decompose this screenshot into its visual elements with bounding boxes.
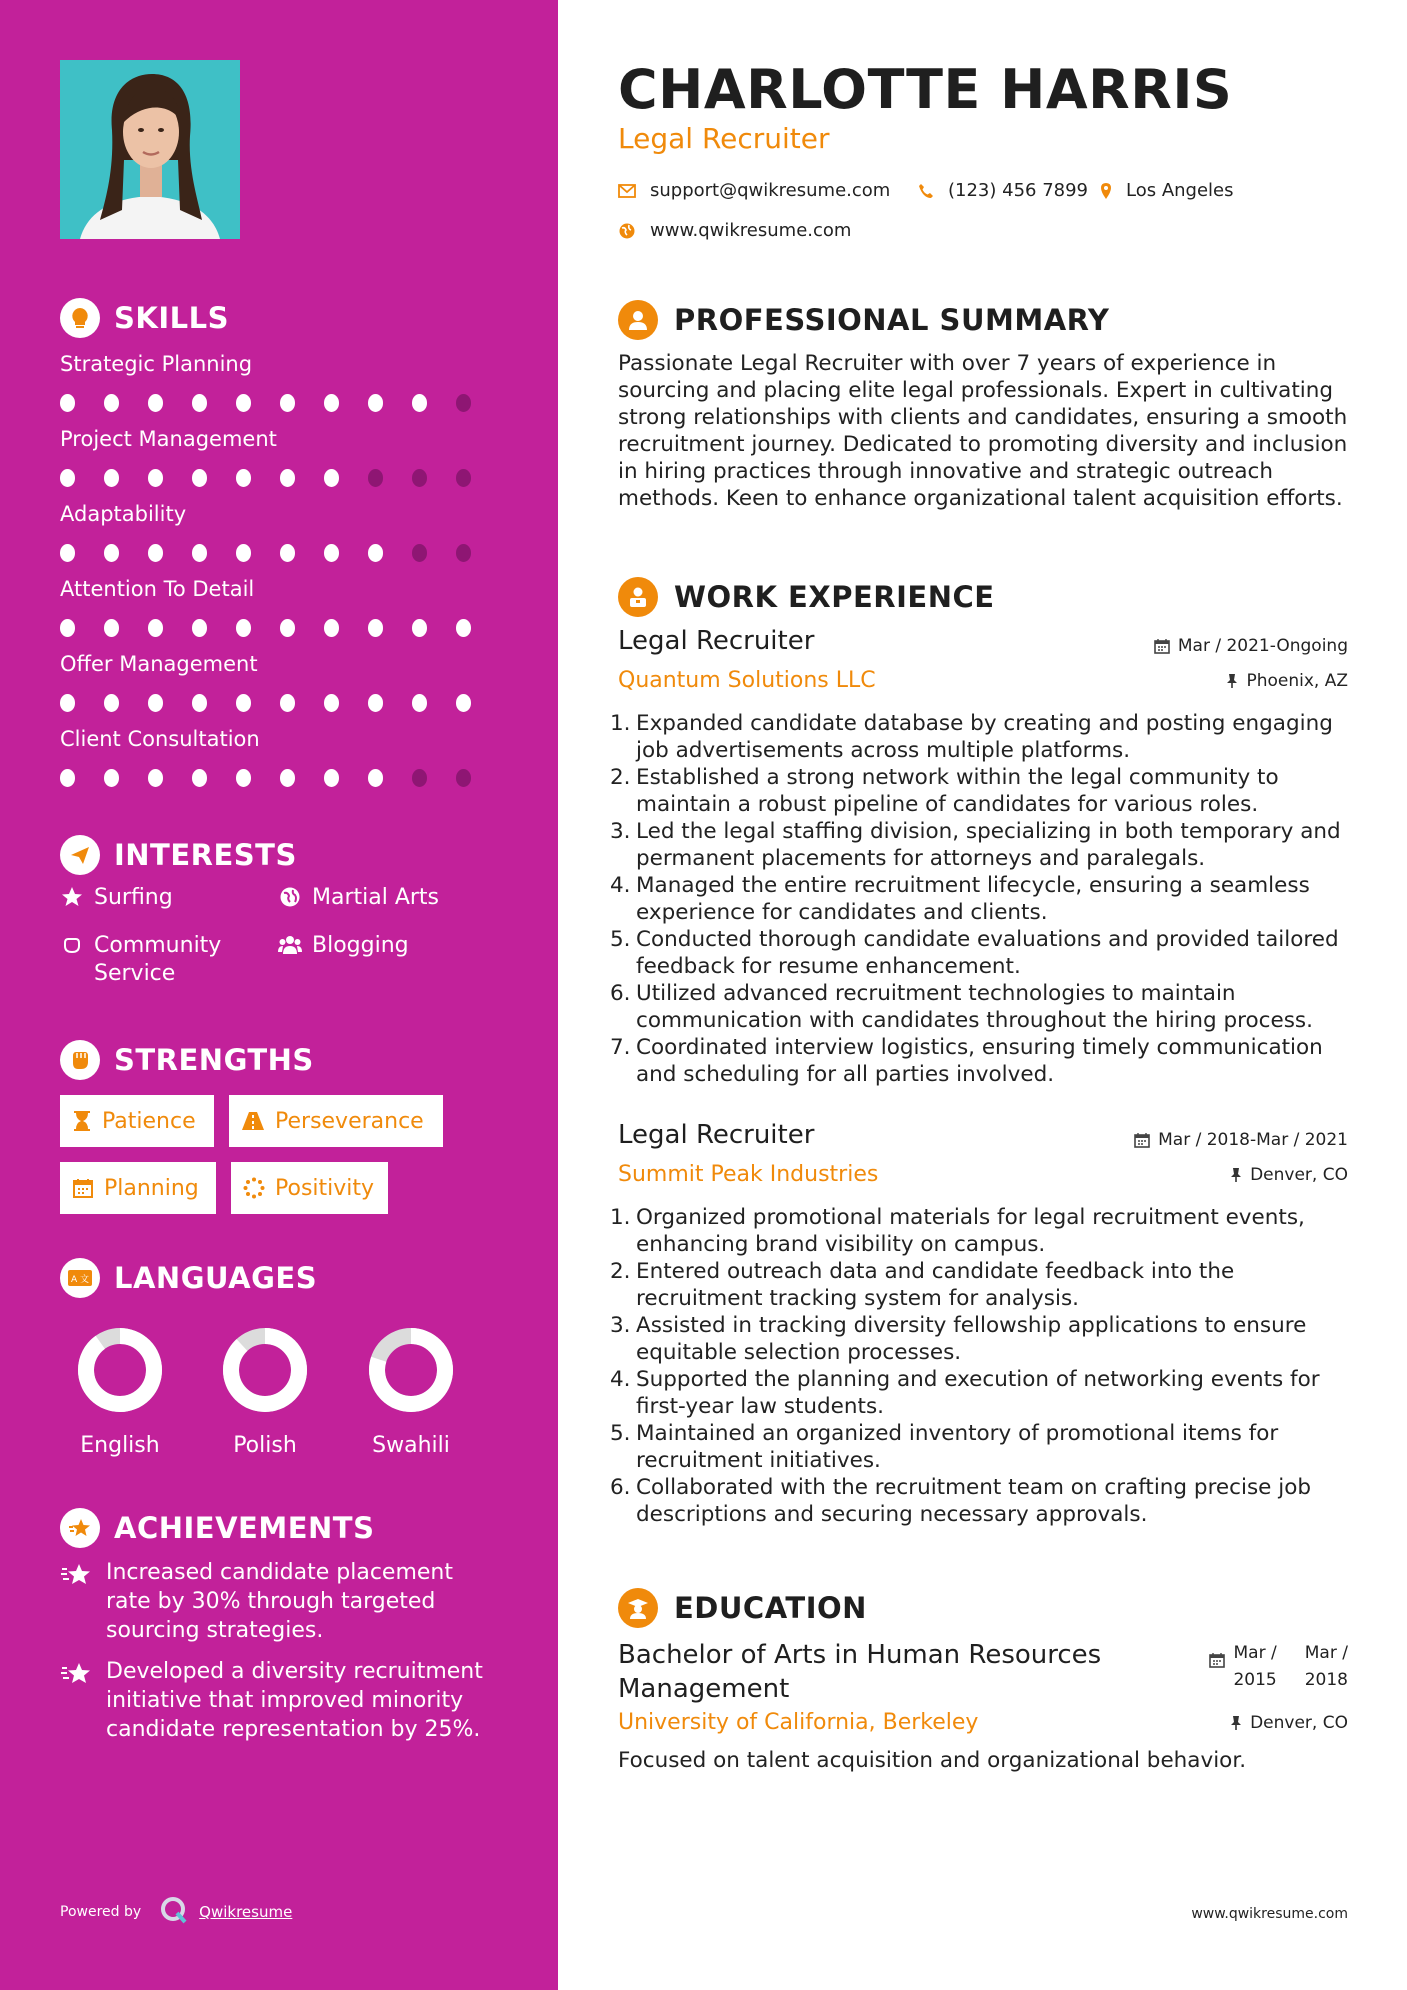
rating-dot-filled	[368, 769, 383, 787]
rating-dot-filled	[236, 694, 251, 712]
briefcase-user-icon	[618, 577, 658, 617]
skill-name: Client Consultation	[60, 727, 260, 751]
rating-dot-empty	[456, 394, 471, 412]
spinner-icon	[243, 1177, 265, 1199]
strength-tag: Patience	[60, 1095, 214, 1147]
rating-dot-filled	[324, 544, 339, 562]
rating-dot-filled	[192, 769, 207, 787]
trophy-star-icon	[60, 1508, 100, 1548]
skill-rating	[60, 394, 500, 412]
rating-dot-filled	[60, 544, 75, 562]
strength-tag: Positivity	[231, 1162, 388, 1214]
language-item	[60, 1325, 180, 1458]
strength-tag: Planning	[60, 1162, 216, 1214]
skill-item	[60, 352, 500, 412]
pushpin-icon	[1226, 673, 1238, 689]
job-bullets	[610, 1204, 1348, 1528]
job-title: Legal Recruiter	[618, 1120, 815, 1150]
sidebar	[0, 0, 558, 1990]
skills-heading: SKILLS	[60, 298, 229, 338]
rating-dot-filled	[104, 619, 119, 637]
achievements-heading: ACHIEVEMENTS	[60, 1508, 374, 1548]
skill-item	[60, 427, 500, 487]
rating-dot-filled	[192, 544, 207, 562]
rating-dot-filled	[324, 619, 339, 637]
candidate-name: CHARLOTTE HARRIS	[618, 58, 1233, 121]
rating-dot-filled	[368, 694, 383, 712]
envelope-icon	[618, 184, 636, 198]
calendar-icon	[1154, 638, 1170, 654]
interest-item: Community Service	[60, 932, 260, 988]
rating-dot-filled	[236, 469, 251, 487]
rating-dot-filled	[280, 694, 295, 712]
star-icon	[60, 884, 84, 912]
achievement-item: Developed a diversity recruitment initiative that improved minority candidate representation by 25%.	[60, 1657, 500, 1744]
job-bullet: 4. Managed the entire recruitment lifecycle, ensuring a seamless experience for candidates and clients.	[610, 873, 1310, 925]
qwikresume-link[interactable]: Qwikresume	[199, 1903, 293, 1921]
rating-dot-filled	[148, 619, 163, 637]
job-location: Denver, CO	[1230, 1165, 1348, 1185]
skill-name: Offer Management	[60, 652, 258, 676]
language-item	[205, 1325, 325, 1458]
job-bullet: 2. Established a strong network within the legal community to maintain a robust pipeline of candidates for various roles.	[610, 765, 1279, 817]
contact-location: Los Angeles	[1100, 180, 1234, 201]
education-start: Mar / 2015	[1233, 1643, 1277, 1690]
strengths-heading: STRENGTHS	[60, 1040, 314, 1080]
globe-icon	[618, 222, 636, 240]
rating-dot-filled	[60, 619, 75, 637]
rating-dot-filled	[148, 394, 163, 412]
contact-website[interactable]: www.qwikresume.com	[618, 220, 851, 241]
star-burst-icon	[60, 1558, 92, 1645]
job-dates: Mar / 2021-Ongoing	[1154, 636, 1348, 656]
school-name: University of California, Berkeley	[618, 1710, 979, 1735]
language-donut	[75, 1325, 165, 1415]
rating-dot-empty	[456, 544, 471, 562]
rating-dot-filled	[368, 544, 383, 562]
globe-icon	[278, 884, 302, 912]
education-description: Focused on talent acquisition and organizational behavior.	[618, 1748, 1247, 1773]
job-title: Legal Recruiter	[618, 626, 815, 656]
lightbulb-icon	[60, 298, 100, 338]
map-pin-icon	[1100, 182, 1112, 200]
education-location: Denver, CO	[1230, 1713, 1348, 1733]
rating-dot-filled	[192, 619, 207, 637]
rating-dot-filled	[104, 769, 119, 787]
job-bullet: 3. Assisted in tracking diversity fellowship applications to ensure equitable selection processes.	[610, 1313, 1307, 1365]
rating-dot-filled	[236, 619, 251, 637]
interests-heading: INTERESTS	[60, 835, 297, 875]
job-bullets	[610, 710, 1348, 1088]
user-icon	[618, 300, 658, 340]
skill-item	[60, 652, 500, 712]
rating-dot-filled	[456, 619, 471, 637]
profile-photo	[60, 60, 240, 239]
summary-text: Passionate Legal Recruiter with over 7 years of experience in sourcing and placing elite legal professionals. Expert in cultivating strong relationships with clients and candidates, ensuring a smooth recruitment journey. Dedicated to promoting diversity and inclusion in hiring practices through innovative and strategic outreach methods. Keen to enhance organizational talent acquisition efforts.	[618, 351, 1348, 511]
calendar-icon	[1134, 1132, 1150, 1148]
job-location: Phoenix, AZ	[1226, 671, 1348, 691]
paper-plane-icon	[60, 835, 100, 875]
job-bullet: 6. Collaborated with the recruitment team on crafting precise job descriptions and securing necessary approvals.	[610, 1475, 1311, 1527]
skill-item	[60, 577, 500, 637]
rating-dot-empty	[412, 769, 427, 787]
rating-dot-filled	[412, 619, 427, 637]
pushpin-icon	[1230, 1167, 1242, 1183]
job-bullet: 4. Supported the planning and execution of networking events for first-year law students.	[610, 1367, 1320, 1419]
rating-dot-filled	[148, 769, 163, 787]
interest-item: Surfing	[60, 884, 173, 912]
rating-dot-filled	[280, 469, 295, 487]
education-end: Mar / 2018	[1304, 1643, 1348, 1690]
rating-dot-filled	[324, 694, 339, 712]
job-bullet: 2. Entered outreach data and candidate feedback into the recruitment tracking system for analysis.	[610, 1259, 1235, 1311]
rating-dot-filled	[236, 544, 251, 562]
rating-dot-filled	[104, 394, 119, 412]
road-icon	[241, 1110, 265, 1132]
strength-tag: Perseverance	[229, 1095, 443, 1147]
rating-dot-filled	[412, 394, 427, 412]
language-donut	[366, 1325, 456, 1415]
powered-by: Powered by Qwikresume	[60, 1895, 292, 1929]
phone-icon	[918, 183, 934, 199]
languages-heading: A 文 LANGUAGES	[60, 1258, 317, 1298]
rating-dot-filled	[456, 694, 471, 712]
language-name: Swahili	[372, 1433, 450, 1458]
skill-name: Strategic Planning	[60, 352, 253, 376]
rating-dot-filled	[280, 769, 295, 787]
experience-heading: WORK EXPERIENCE	[618, 577, 995, 617]
rating-dot-filled	[148, 694, 163, 712]
language-item	[351, 1325, 471, 1458]
pushpin-icon	[1230, 1715, 1242, 1731]
language-name: English	[80, 1433, 160, 1458]
job-bullet: 7. Coordinated interview logistics, ensuring timely communication and scheduling for all parties involved.	[610, 1035, 1323, 1087]
skill-name: Attention To Detail	[60, 577, 255, 601]
contact-phone[interactable]: (123) 456 7899	[918, 180, 1088, 201]
fist-icon	[60, 1040, 100, 1080]
rating-dot-filled	[60, 694, 75, 712]
education-dates	[1209, 1640, 1348, 1694]
skill-rating	[60, 469, 500, 487]
job-bullet: 5. Maintained an organized inventory of promotional items for recruitment initiatives.	[610, 1421, 1279, 1473]
rating-dot-filled	[324, 469, 339, 487]
rating-dot-filled	[280, 394, 295, 412]
qwikresume-logo-icon	[159, 1895, 189, 1929]
skill-rating	[60, 619, 500, 637]
rating-dot-filled	[324, 394, 339, 412]
calendar-icon	[72, 1177, 94, 1199]
footer-url[interactable]: www.qwikresume.com	[1191, 1906, 1348, 1922]
rating-dot-filled	[236, 769, 251, 787]
rating-dot-empty	[412, 469, 427, 487]
rating-dot-filled	[60, 469, 75, 487]
rating-dot-filled	[368, 394, 383, 412]
rating-dot-empty	[456, 469, 471, 487]
interest-item: Martial Arts	[278, 884, 439, 912]
candidate-role: Legal Recruiter	[618, 122, 830, 155]
skill-rating	[60, 694, 500, 712]
hand-icon	[60, 932, 84, 988]
rating-dot-filled	[236, 394, 251, 412]
job-dates: Mar / 2018-Mar / 2021	[1134, 1130, 1348, 1150]
skill-item	[60, 727, 500, 787]
star-burst-icon	[60, 1657, 92, 1744]
job-bullet: 3. Led the legal staffing division, specializing in both temporary and permanent placements for attorneys and paralegals.	[610, 819, 1341, 871]
skill-rating	[60, 769, 500, 787]
rating-dot-filled	[192, 394, 207, 412]
rating-dot-filled	[148, 469, 163, 487]
rating-dot-filled	[324, 769, 339, 787]
language-icon	[60, 1258, 100, 1298]
rating-dot-filled	[368, 619, 383, 637]
rating-dot-filled	[412, 694, 427, 712]
rating-dot-empty	[412, 544, 427, 562]
job-bullet: 5. Conducted thorough candidate evaluations and provided tailored feedback for resume enhancement.	[610, 927, 1339, 979]
rating-dot-filled	[148, 544, 163, 562]
rating-dot-filled	[60, 769, 75, 787]
interest-item: Blogging	[278, 932, 409, 960]
skill-rating	[60, 544, 500, 562]
degree-title: Bachelor of Arts in Human Resources Management	[618, 1640, 1102, 1704]
rating-dot-empty	[368, 469, 383, 487]
language-donut	[220, 1325, 310, 1415]
job-bullet: 6. Utilized advanced recruitment technologies to maintain communication with candidates throughout the hiring process.	[610, 981, 1313, 1033]
achievement-item: Increased candidate placement rate by 30% through targeted sourcing strategies.	[60, 1558, 500, 1645]
rating-dot-filled	[60, 394, 75, 412]
job-bullet: 1. Organized promotional materials for legal recruitment events, enhancing brand visibility on campus.	[610, 1205, 1305, 1257]
rating-dot-filled	[104, 544, 119, 562]
rating-dot-filled	[104, 694, 119, 712]
job-bullet: 1. Expanded candidate database by creating and posting engaging job advertisements across multiple platforms.	[610, 711, 1333, 763]
main-content	[610, 0, 1348, 1990]
education-heading: EDUCATION	[618, 1588, 867, 1628]
language-name: Polish	[233, 1433, 297, 1458]
summary-heading: PROFESSIONAL SUMMARY	[618, 300, 1109, 340]
rating-dot-empty	[456, 769, 471, 787]
contact-email[interactable]: support@qwikresume.com	[618, 180, 890, 201]
donut-fill	[231, 1336, 299, 1404]
skill-name: Project Management	[60, 427, 277, 451]
rating-dot-filled	[280, 619, 295, 637]
rating-dot-filled	[104, 469, 119, 487]
donut-fill	[86, 1336, 154, 1404]
company-name: Quantum Solutions LLC	[618, 668, 876, 693]
rating-dot-filled	[192, 469, 207, 487]
hourglass-icon	[72, 1109, 92, 1133]
skill-item	[60, 502, 500, 562]
skill-name: Adaptability	[60, 502, 187, 526]
users-icon	[278, 932, 302, 960]
rating-dot-filled	[280, 544, 295, 562]
calendar-icon	[1209, 1640, 1225, 1694]
svg-text:A 文: A 文	[71, 1275, 90, 1285]
rating-dot-filled	[192, 694, 207, 712]
company-name: Summit Peak Industries	[618, 1162, 879, 1187]
graduate-icon	[618, 1588, 658, 1628]
